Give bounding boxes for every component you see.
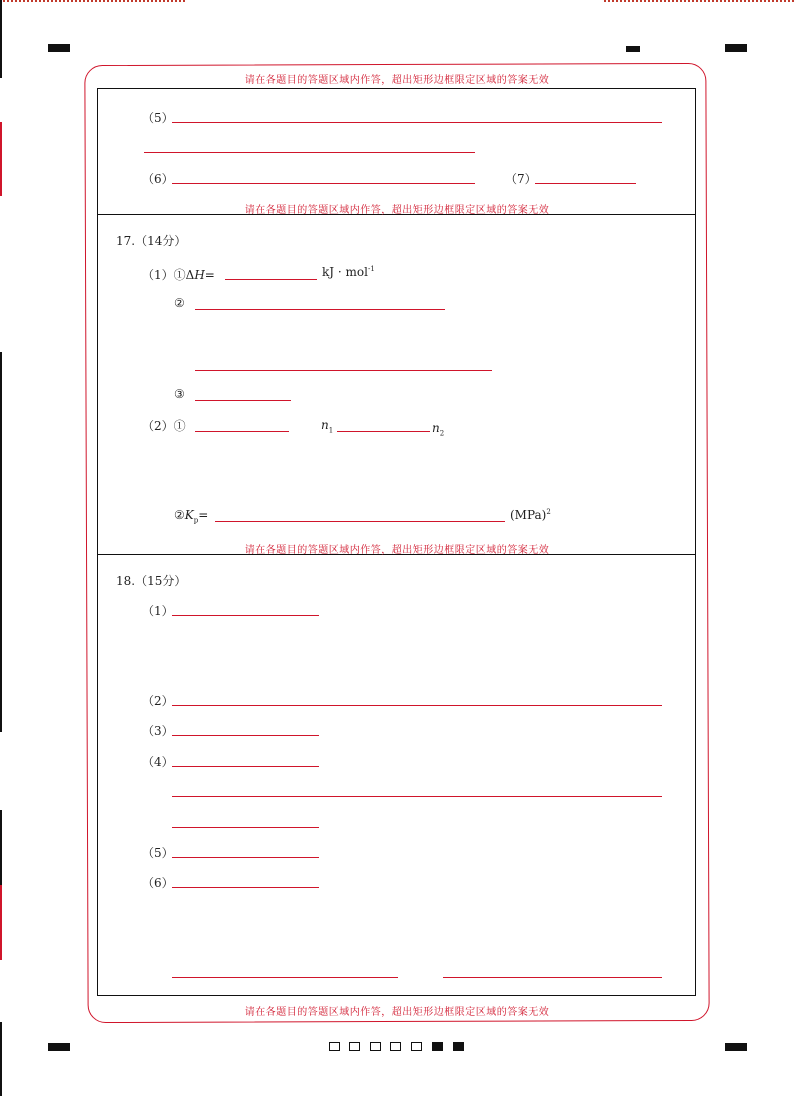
answer-line[interactable] — [172, 615, 319, 616]
kp-var: K — [184, 508, 194, 522]
registration-mark — [48, 1043, 70, 1051]
equals: = — [198, 508, 209, 522]
n-var: n — [321, 418, 329, 432]
circled-number: ② — [174, 296, 185, 310]
page-indicator-box — [349, 1042, 360, 1051]
kp-subscript: p — [193, 516, 199, 525]
q18-part4-label: （4） — [142, 755, 174, 769]
warning-text: 请在各题目的答题区域内作答，超出矩形边框限定区域的答案无效 — [244, 205, 550, 216]
binding-edge-red — [0, 885, 2, 960]
page-indicator-box — [329, 1042, 340, 1051]
answer-line[interactable] — [172, 857, 319, 858]
answer-line[interactable] — [172, 705, 662, 706]
q16-part6-label: （6） — [142, 172, 174, 186]
warning-text: 请在各题目的答题区域内作答，超出矩形边框限定区域的答案无效 — [244, 545, 550, 556]
q18-title: 18.（15分） — [116, 574, 187, 588]
answer-line[interactable] — [535, 183, 636, 184]
q18-part1-label: （1） — [142, 604, 174, 618]
binding-edge-red — [0, 122, 2, 196]
binding-edge — [0, 810, 2, 885]
registration-mark — [725, 1043, 747, 1051]
part-number: （1） — [142, 268, 174, 282]
answer-line[interactable] — [195, 309, 445, 310]
answer-line[interactable] — [172, 977, 398, 978]
circled-number: ① — [173, 419, 186, 433]
q18-part6-label: （6） — [142, 876, 174, 890]
unit-text: kJ · mol — [322, 265, 368, 279]
page-indicator-box — [370, 1042, 381, 1051]
page-indicator-box — [432, 1042, 443, 1051]
answer-line[interactable] — [225, 279, 317, 280]
kp-unit-label — [510, 508, 551, 522]
n-subscript: 1 — [328, 426, 334, 435]
circled-number: ① — [173, 268, 186, 282]
equals: = — [204, 268, 215, 282]
registration-mark — [725, 44, 747, 52]
kp-label — [174, 508, 208, 524]
answer-line[interactable] — [337, 431, 430, 432]
n-subscript: 2 — [439, 429, 445, 438]
answer-line[interactable] — [172, 827, 319, 828]
page-indicator-box — [390, 1042, 401, 1051]
kp-unit-exponent: 2 — [546, 508, 551, 516]
answer-line[interactable] — [215, 521, 505, 522]
answer-line[interactable] — [195, 370, 492, 371]
unit-label — [322, 265, 375, 279]
answer-line[interactable] — [172, 183, 475, 184]
warning-text: 请在各题目的答题区域内作答，超出矩形边框限定区域的答案无效 — [244, 1007, 550, 1018]
enthalpy-var: H — [194, 268, 205, 282]
n1-label — [321, 418, 333, 434]
answer-line[interactable] — [172, 122, 662, 123]
answer-line[interactable] — [195, 400, 291, 401]
circled-number: ② — [174, 508, 185, 522]
n-var: n — [432, 421, 440, 435]
q18-part3-label: （3） — [142, 724, 174, 738]
binding-edge — [0, 0, 2, 78]
q16-part7-label: （7） — [505, 172, 537, 186]
unit-exponent: -1 — [367, 265, 375, 273]
answer-line[interactable] — [172, 735, 319, 736]
q18-part5-label: （5） — [142, 846, 174, 860]
answer-line[interactable] — [144, 152, 475, 153]
registration-mark — [48, 44, 70, 52]
page-indicator-box — [453, 1042, 464, 1051]
registration-mark — [626, 46, 640, 52]
q17-title: 17.（14分） — [116, 234, 187, 248]
delta-symbol: Δ — [185, 268, 195, 282]
answer-line[interactable] — [172, 766, 319, 767]
kp-unit-text: (MPa) — [510, 508, 547, 522]
q16-part5-label: （5） — [142, 111, 174, 125]
top-dotted-border-right — [604, 0, 794, 2]
q17-part2-label — [142, 417, 186, 434]
answer-line[interactable] — [172, 887, 319, 888]
warning-text: 请在各题目的答题区域内作答，超出矩形边框限定区域的答案无效 — [244, 75, 550, 86]
answer-line[interactable] — [443, 977, 662, 978]
page-indicator-box — [411, 1042, 422, 1051]
top-dotted-border-left — [0, 0, 185, 2]
answer-line[interactable] — [195, 431, 289, 432]
circled-number: ③ — [174, 387, 185, 401]
binding-edge — [0, 1022, 2, 1096]
n2-label — [432, 421, 444, 437]
q18-part2-label: （2） — [142, 694, 174, 708]
answer-line[interactable] — [172, 796, 662, 797]
part-number: （2） — [142, 419, 174, 433]
q17-part1-label — [142, 266, 215, 283]
